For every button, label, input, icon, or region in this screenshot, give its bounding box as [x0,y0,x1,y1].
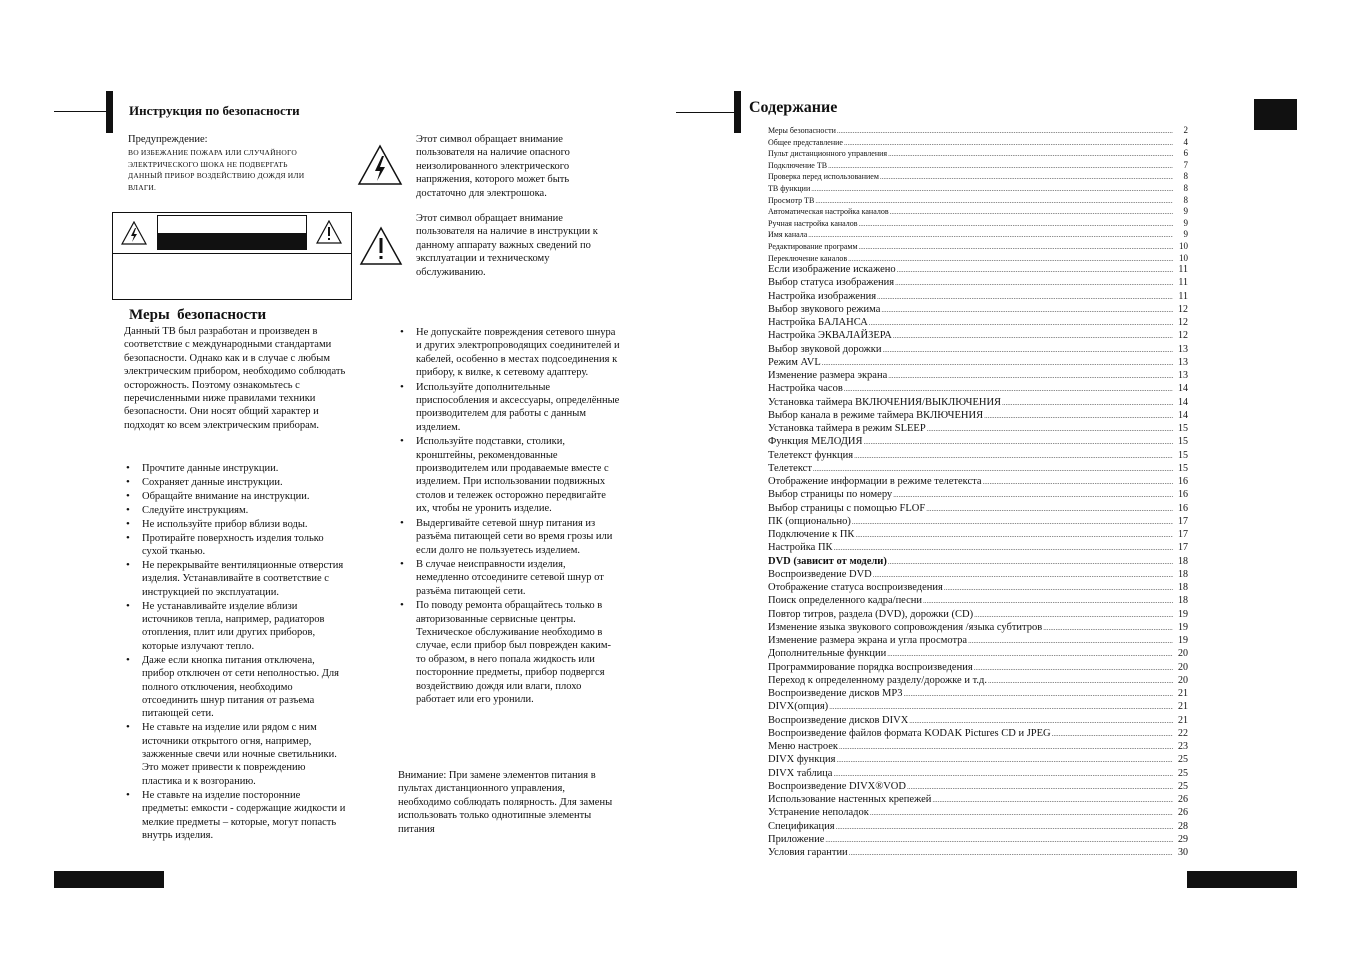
toc-row [768,542,1188,555]
toc-page-number: 13 [1178,343,1188,355]
toc-leader [813,463,1173,474]
toc-row [768,253,1188,265]
toc-row [768,125,1188,137]
toc-leader [869,317,1173,328]
toc-leader [854,450,1173,461]
toc-leader [909,715,1173,726]
toc-row [768,516,1188,529]
toc-row [768,648,1188,661]
toc-leader [932,794,1173,805]
toc-row [768,436,1188,449]
toc-row [768,609,1188,622]
toc-leader [926,503,1173,514]
toc-leader [825,834,1173,845]
toc-title: Выбор звукового режима [768,303,881,315]
caution-bar [157,215,307,250]
list-item: • Не ставьте на изделие посторонние предметы: емкости - содержащие жидкости и мелкие предметы – которые, могут попасть внутрь изделия. [124,789,348,843]
toc-leader [893,489,1173,500]
toc-row [768,344,1188,357]
toc-title: DVD (зависит от модели) [768,555,887,567]
toc-leader [897,264,1173,275]
toc-row [768,569,1188,582]
safety-intro: Данный ТВ был разработан и произведен в соответствие с международными стандартами безопасности. Однако как и в случае с любым электрическим прибором, необходимо соблюдать осторожность. Поэтому ознакомьтесь с перечисленными ниже правилами техники безопасности. Они носят общий характер и подходят ко всем электрическим приборам. [124,326,346,431]
toc-page-number: 15 [1178,462,1188,474]
toc-title: Изменение размера экрана и угла просмотра [768,635,968,647]
toc-leader [836,754,1173,765]
toc-row [768,794,1188,807]
toc-row [768,768,1188,781]
toc-page-number: 19 [1178,621,1188,633]
toc-page-number: 11 [1178,264,1188,276]
toc-title: Меры безопасности [768,126,836,135]
toc-leader [880,171,1173,181]
toc-leader [923,595,1173,606]
battery-note: Внимание: При замене элементов питания в пультах дистанционного управления, необходимо соблюдать полярность. Для замены использовать только однотипные элементы питания [398,770,613,835]
toc-row [768,715,1188,728]
toc-row [768,330,1188,343]
toc-row [768,317,1188,330]
corner-tab-right [1254,99,1297,130]
toc-title: Изменение размера экрана [768,370,888,382]
toc-leader [859,241,1173,251]
toc-leader [855,529,1173,540]
toc-page-number: 7 [1183,159,1188,170]
toc-row [768,370,1188,383]
toc-title: Подключение ТВ [768,160,828,170]
toc-leader [848,253,1173,263]
toc-page-number: 9 [1183,229,1188,240]
toc-row [768,304,1188,317]
toc-row [768,834,1188,847]
toc-row [768,291,1188,304]
toc-title: Поиск определенного кадра/песни [768,595,923,607]
toc-title: Спецификация [768,820,835,832]
toc-title: Выбор страницы с помощью FLOF [768,502,926,514]
toc-leader [849,847,1173,858]
toc-row [768,556,1188,569]
toc-title: Воспроизведение DIVX®VOD [768,780,906,792]
safety-list-col2 [398,326,620,707]
toc-leader [881,304,1173,315]
toc-title: Воспроизведение дисков MP3 [768,688,903,700]
list-item: • Не ставьте на изделие или рядом с ним источники открытого огня, например, зажженные свечи или ночные светильники. Это может привести к повреждению пластика и к возгоранию. [124,721,348,788]
toc-title: Настройка ПК [768,542,833,554]
toc-leader [877,291,1173,302]
toc-row [768,229,1188,241]
toc-title: ПК (опционально) [768,515,851,527]
toc-title: Имя канала [768,230,808,240]
toc-leader [822,357,1173,368]
toc-title: Воспроизведение дисков DIVX [768,714,909,726]
toc-page-number: 8 [1183,171,1188,182]
toc-row [768,476,1188,489]
toc-page-number: 23 [1178,741,1188,753]
toc-title: Пульт дистанционного управления [768,149,888,159]
toc-row [768,463,1188,476]
toc-title: Подключение к ПК [768,529,855,541]
toc-leader [1043,622,1173,633]
list-item: • Выдергивайте сетевой шнур питания из разъёма питающей сети во время грозы или если долго не пользуетесь изделием. [398,517,620,557]
list-item: • Следуйте инструкциям. [124,504,348,517]
toc-row [768,277,1188,290]
toc-page-number: 18 [1178,555,1188,567]
toc-page-number: 12 [1178,317,1188,329]
toc-page-number: 13 [1178,370,1188,382]
caution-lightning-icon [121,221,147,250]
toc-title: Приложение [768,833,825,845]
caution-box-divider [113,253,351,254]
toc-leader [808,229,1173,239]
heading-rule-left [54,111,106,112]
toc-page-number: 8 [1183,194,1188,205]
toc-row [768,821,1188,834]
toc-title: Условия гарантии [768,847,848,859]
toc-title: DIVX(опция) [768,701,829,713]
toc-title: Автоматическая настройка каналов [768,207,889,217]
toc-page-number: 14 [1178,396,1188,408]
toc-page-number: 16 [1178,476,1188,488]
toc-leader [828,160,1173,170]
toc-leader [815,195,1173,205]
toc-row [768,595,1188,608]
toc-page-number: 16 [1178,502,1188,514]
toc-leader [893,330,1173,341]
toc-title: Устранение неполадок [768,807,869,819]
toc-leader [927,423,1173,434]
toc-page-number: 18 [1178,568,1188,580]
toc-row [768,383,1188,396]
toc-title: Функция МЕЛОДИЯ [768,436,863,448]
toc-page-number: 11 [1178,290,1188,302]
toc-row [768,195,1188,207]
toc-page-number: 17 [1178,515,1188,527]
toc-title: ТВ функции [768,183,811,193]
toc-page-number: 14 [1178,409,1188,421]
toc-title: Проверка перед использованием [768,172,879,182]
toc-page-number: 26 [1178,794,1188,806]
caution-exclamation-icon [316,220,342,249]
toc-leader [907,781,1173,792]
toc-title: Общее представление [768,137,843,147]
toc-leader [887,648,1173,659]
toc-row [768,675,1188,688]
toc-page-number: 2 [1183,125,1188,135]
toc-page-number: 10 [1179,240,1188,251]
toc-page-number: 19 [1178,608,1188,620]
toc-page-number: 17 [1178,529,1188,541]
list-item: • Не устанавливайте изделие вблизи источников тепла, например, радиаторов отопления, плит или других приборов, которые излучают тепло. [124,600,348,654]
toc-row [768,807,1188,820]
toc-title: Отображение информации в режиме телетекста [768,476,982,488]
warning-title: Предупреждение: [128,134,208,145]
toc-leader [1002,397,1173,408]
toc-row [768,688,1188,701]
list-item: • Сохраняет данные инструкции. [124,476,348,489]
toc-page-number: 20 [1178,674,1188,686]
toc-row [768,622,1188,635]
list-item: • Протирайте поверхность изделия только сухой тканью. [124,532,348,559]
toc-title: Выбор канала в режиме таймера ВКЛЮЧЕНИЯ [768,409,984,421]
warning-text: ВО ИЗБЕЖАНИЕ ПОЖАРА ИЛИ СЛУЧАЙНОГО ЭЛЕКТРИЧЕСКОГО ШОКА НЕ ПОДВЕРГАТЬ ДАННЫЙ ПРИБОР ВОЗДЕЙСТВИЮ ДОЖДЯ ИЛИ ВЛАГИ. [128,148,305,193]
toc-row [768,137,1188,149]
toc-title: DIVX функция [768,754,836,766]
toc-leader [895,277,1173,288]
toc-title: Ручная настройка каналов [768,218,858,228]
toc-title: Воспроизведение файлов формата KODAK Pictures CD и JPEG [768,727,1051,739]
toc-page-number: 17 [1178,542,1188,554]
toc-page-number: 6 [1183,148,1188,159]
toc-row [768,489,1188,502]
toc-page-number: 15 [1178,449,1188,461]
list-item: • Не используйте прибор вблизи воды. [124,518,348,531]
toc-row [768,728,1188,741]
safety-section-title: Меры безопасности [129,307,267,323]
toc-leader [974,609,1173,620]
toc-page-number: 29 [1178,833,1188,845]
toc-row [768,423,1188,436]
toc-row [768,183,1188,195]
toc-title: Выбор звуковой дорожки [768,343,882,355]
toc-title: Выбор статуса изображения [768,277,895,289]
toc-row [768,741,1188,754]
toc-title: Меню настроек [768,741,838,753]
toc-title: Редактирование программ [768,241,858,251]
toc-row [768,171,1188,183]
toc-page-number: 18 [1178,582,1188,594]
exclamation-warning-icon [359,226,403,271]
toc-leader [944,582,1173,593]
toc-title: Настройка изображения [768,290,877,302]
toc-page-number: 10 [1179,252,1188,263]
toc-title: Использование настенных крепежей [768,794,932,806]
toc-page-number: 13 [1178,356,1188,368]
toc-title: Телетекст [768,462,812,474]
toc-page-number: 20 [1178,661,1188,673]
toc-leader [903,688,1173,699]
toc-title: Воспроизведение DVD [768,568,872,580]
toc-leader [888,556,1173,567]
toc-title: Телетекст функция [768,449,854,461]
toc-page-number: 15 [1178,436,1188,448]
toc-leader [983,476,1173,487]
toc-title: Дополнительные функции [768,648,887,660]
toc-page-number: 30 [1178,847,1188,859]
toc-leader [870,807,1173,818]
list-item: • Не перекрывайте вентиляционные отверстия изделия. Устанавливайте в соответствие с инструкцией по эксплуатации. [124,559,348,599]
toc-row [768,160,1188,172]
list-item: • Обращайте внимание на инструкции. [124,490,348,503]
toc-title: Отображение статуса воспроизведения [768,582,943,594]
toc-leader [968,635,1173,646]
toc-page-number: 12 [1178,330,1188,342]
toc-leader [844,383,1173,394]
toc-page-number: 25 [1178,767,1188,779]
toc-page-number: 28 [1178,820,1188,832]
toc-leader [974,662,1173,673]
toc-leader [988,675,1173,686]
toc-row [768,357,1188,370]
list-item: • По поводу ремонта обращайтесь только в авторизованные сервисные центры. Техническое обслуживание необходимо в случае, если прибор был поврежден каким-то образом, в него попала жидкость или посторонние предметы, прибор подвергся воздействию дождя или влаги, плохо работает или его уронили. [398,599,620,706]
toc-title: Режим AVL [768,356,821,368]
toc-page-number: 25 [1178,780,1188,792]
toc-title: Настройка БАЛАНСА [768,317,868,329]
toc-leader [811,183,1173,193]
toc-title: DIVX таблица [768,767,833,779]
toc-page-number: 9 [1183,217,1188,228]
toc-row [768,264,1188,277]
toc-page-number: 26 [1178,807,1188,819]
toc-title: Программирование порядка воспроизведения [768,661,973,673]
toc-page-number: 11 [1178,277,1188,289]
symbol1-text: Этот символ обращает внимание пользователя на наличие опасного неизолированного электрического напряжения, которого может быть достаточно для электрошока. [416,134,570,199]
symbol2-text: Этот символ обращает внимание пользователя на наличие в инструкции к данному аппарату важных сведений по эксплуатации и техническому обслуживанию. [416,213,598,278]
toc-title: Переход к определенному разделу/дорожке и т.д. [768,674,987,686]
toc-title: Настройка ЭКВАЛАЙЗЕРА [768,330,892,342]
toc-page-number: 21 [1178,714,1188,726]
caution-box [112,212,352,300]
contents-heading: Содержание [749,99,838,116]
toc-page-number: 8 [1183,182,1188,193]
toc-leader [888,148,1173,158]
toc-row [768,701,1188,714]
toc-page-number: 20 [1178,648,1188,660]
toc-title: Установка таймера в режим SLEEP [768,423,926,435]
toc-leader [1052,728,1173,739]
toc-row [768,397,1188,410]
toc-leader [984,410,1173,421]
toc-leader [829,701,1173,712]
toc-page-number: 21 [1178,701,1188,713]
toc-page-number: 25 [1178,754,1188,766]
safety-list-col1 [124,462,348,843]
toc-title: Если изображение искажено [768,264,896,276]
toc-title: Повтор титров, раздела (DVD), дорожки (CD) [768,608,974,620]
toc-row [768,241,1188,253]
heading-bar-right [734,91,741,133]
toc-leader [839,741,1173,752]
toc-row [768,781,1188,794]
toc-leader [852,516,1173,527]
toc-page-number: 15 [1178,423,1188,435]
toc-row [768,662,1188,675]
toc-leader [844,137,1173,147]
footer-bar-right [1187,871,1297,888]
list-item: • Прочтите данные инструкции. [124,462,348,475]
list-item: • Не допускайте повреждения сетевого шнура и других электропроводящих соединителей и кабелей, особенно в местах подсоединения к прибору, к вилке, к сетевому адаптеру. [398,326,620,380]
footer-bar-left [54,871,164,888]
list-item: • В случае неисправности изделия, немедленно отсоедините сетевой шнур от разъёма питающей сети. [398,558,620,598]
toc-title: Изменение языка звукового сопровождения /языка субтитров [768,621,1043,633]
toc-leader [834,542,1173,553]
toc-row [768,582,1188,595]
toc-page-number: 21 [1178,688,1188,700]
toc-title: Установка таймера ВКЛЮЧЕНИЯ/ВЫКЛЮЧЕНИЯ [768,396,1002,408]
toc-row [768,503,1188,516]
toc-row [768,450,1188,463]
toc-row [768,529,1188,542]
toc-page-number: 4 [1183,136,1188,147]
toc-leader [883,344,1173,355]
toc-title: Переключение каналов [768,253,848,263]
toc-row [768,635,1188,648]
list-item: • Даже если кнопка питания отключена, прибор отключен от сети неполностью. Для полного отключения, необходимо отсоединить шнур питания от разъема питающей сети. [124,654,348,721]
toc-page-number: 19 [1178,635,1188,647]
toc-title: Выбор страницы по номеру [768,489,893,501]
list-item: • Используйте подставки, столики, кронштейны, рекомендованные производителем или продаваемые вместе с изделием. При использовании подвижных столов и тележек осторожно передвигайте их, чтобы не уронить изделие. [398,435,620,515]
toc-leader [836,821,1173,832]
toc-row [768,410,1188,423]
toc-page-number: 18 [1178,595,1188,607]
table-of-contents [768,125,1188,860]
toc-leader [837,125,1173,135]
toc-leader [873,569,1173,580]
toc-page-number: 22 [1178,727,1188,739]
toc-leader [859,218,1173,228]
lightning-warning-icon [357,144,403,191]
toc-title: Настройка часов [768,383,843,395]
toc-leader [890,206,1173,216]
toc-row [768,218,1188,230]
toc-leader [888,370,1173,381]
heading-rule-right [676,112,734,113]
toc-row [768,754,1188,767]
toc-page-number: 16 [1178,489,1188,501]
toc-page-number: 12 [1178,303,1188,315]
safety-heading: Инструкция по безопасности [129,103,300,118]
toc-row [768,206,1188,218]
list-item: • Используйте дополнительные приспособления и аксессуары, определённые производителем для работы с данным изделием. [398,381,620,435]
toc-title: Просмотр ТВ [768,195,815,205]
toc-page-number: 14 [1178,383,1188,395]
toc-leader [864,436,1174,447]
toc-row [768,148,1188,160]
heading-bar-left [106,91,113,133]
toc-leader [833,768,1173,779]
toc-page-number: 9 [1183,206,1188,217]
toc-row [768,847,1188,860]
